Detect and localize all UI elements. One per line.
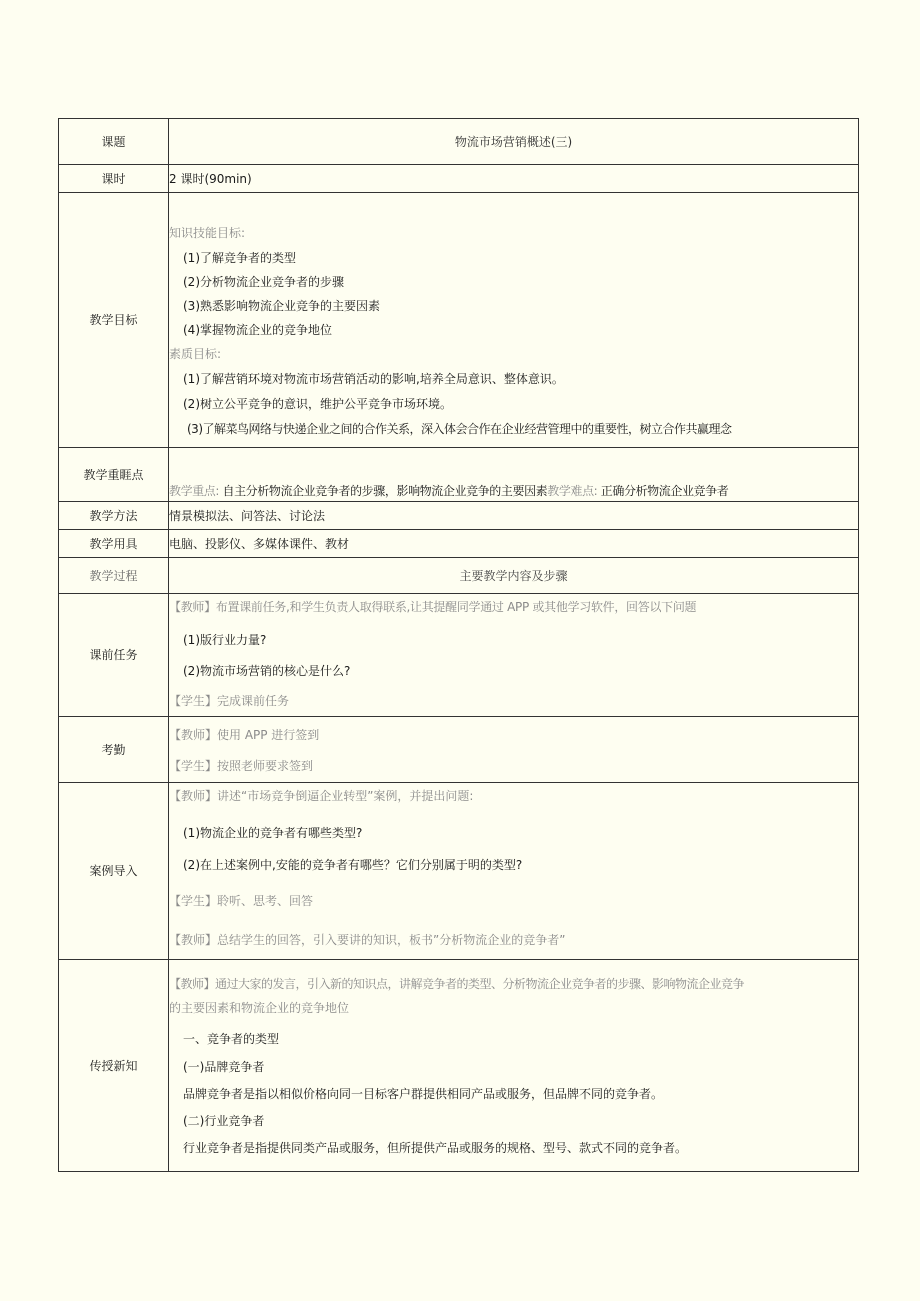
case-intro-content <box>169 783 859 960</box>
subsection-text: 品牌竞争者是指以相似价格向同一目标客户群提供相同产品或服务，但品牌不同的竞争者。 <box>183 1087 664 1101</box>
quality-item: (2)树立公平竞争的意识，维护公平竞争市场环境。 <box>183 396 452 411</box>
row-topic <box>59 119 859 165</box>
label-attendance: 考勤 <box>59 717 169 783</box>
row-hours <box>59 165 859 193</box>
case-teacher: 【教师】讲述“市场竞争倒逼企业转型”案例，并提出问题: <box>169 789 474 803</box>
attendance-teacher: 【教师】使用 APP 进行签到 <box>169 727 320 742</box>
label-pre-class: 课前任务 <box>59 594 169 717</box>
label-tools: 教学用具 <box>59 530 169 558</box>
tools-value: 电脑、投影仪、多媒体课件、教材 <box>169 530 859 558</box>
case-student: 【学生】聆听、思考、回答 <box>169 894 314 908</box>
attendance-student: 【学生】按照老师要求签到 <box>169 758 314 773</box>
knowledge-heading: 知识技能目标: <box>169 225 246 240</box>
quality-heading: 素质目标: <box>169 346 222 361</box>
difficulty-text: 正确分析物流企业竞争者 <box>600 484 729 498</box>
focus-label: 教学重点: <box>169 484 220 498</box>
pre-class-question: (2)物流市场营销的核心是什么? <box>183 664 351 678</box>
subsection-text: 行业竞争者是指提供同类产品或服务，但所提供产品或服务的规格、型号、款式不同的竞争者。 <box>183 1141 688 1155</box>
label-methods: 教学方法 <box>59 502 169 530</box>
knowledge-item: (3)熟悉影响物流企业竞争的主要因素 <box>183 298 380 313</box>
pre-class-question: (1)版行业力量? <box>183 633 267 647</box>
subsection-heading: (一)品牌竞争者 <box>183 1060 265 1074</box>
label-hours: 课时 <box>59 165 169 193</box>
row-methods <box>59 502 859 530</box>
row-objectives <box>59 193 859 448</box>
knowledge-item: (2)分析物流企业竞争者的步骤 <box>183 274 344 289</box>
new-knowledge-content <box>169 960 859 1172</box>
case-question: (1)物流企业的竞争者有哪些类型? <box>183 826 363 840</box>
case-question: (2)在上述案例中,安能的竞争者有哪些？它们分别属于明的类型? <box>183 858 523 872</box>
case-teacher-summary: 【教师】总结学生的回答，引入要讲的知识，板书”分析物流企业的竞争者” <box>169 933 566 947</box>
knowledge-item: (4)掌握物流企业的竞争地位 <box>183 322 332 337</box>
label-new-knowledge: 传授新知 <box>59 960 169 1172</box>
new-teacher-line: 【教师】通过大家的发言，引入新的知识点，讲解竞争者的类型、分析物流企业竞争者的步骤、影响物流企业竞争 <box>169 977 745 991</box>
lesson-title: 物流市场营销概述(三) <box>169 119 859 165</box>
section-heading: 一、竞争者的类型 <box>183 1032 280 1046</box>
attendance-content <box>169 717 859 783</box>
row-attendance <box>59 717 859 783</box>
lesson-plan-table <box>58 118 859 1172</box>
pre-class-student: 【学生】完成课前任务 <box>169 694 290 708</box>
row-case-intro <box>59 783 859 960</box>
label-key-points: 教学重睚点 <box>59 448 169 502</box>
row-pre-class <box>59 594 859 717</box>
focus-text: 自主分析物流企业竞争者的步骤，影响物流企业竞争的主要因素 <box>222 484 548 498</box>
knowledge-item: (1)了解竞争者的类型 <box>183 250 296 265</box>
subsection-heading: (二)行业竞争者 <box>183 1114 265 1128</box>
new-teacher-line: 的主要因素和物流企业的竞争地位 <box>169 1001 350 1015</box>
objectives-content <box>169 193 859 448</box>
row-key-points <box>59 448 859 502</box>
key-points-content <box>169 448 859 502</box>
label-objectives: 教学目标 <box>59 193 169 448</box>
hours-value: 2 课时(90min) <box>169 165 859 193</box>
key-points-line <box>169 483 858 499</box>
methods-value: 情景模拟法、问答法、讨论法 <box>169 502 859 530</box>
process-heading: 主要教学内容及步骤 <box>169 558 859 594</box>
pre-class-content <box>169 594 859 717</box>
difficulty-label: 教学难点: <box>547 484 598 498</box>
quality-item: (1)了解营销环境对物流市场营销活动的影响,培养全局意识、整体意识。 <box>183 371 564 386</box>
row-process-header <box>59 558 859 594</box>
quality-item: (3)了解菜鸟网络与快递企业之间的合作关系，深入体会合作在企业经营管理中的重要性，树立合作共赢理念 <box>187 421 732 436</box>
label-case-intro: 案例导入 <box>59 783 169 960</box>
label-process: 教学过程 <box>59 558 169 594</box>
row-new-knowledge <box>59 960 859 1172</box>
label-topic: 课题 <box>59 119 169 165</box>
row-tools <box>59 530 859 558</box>
pre-class-teacher: 【教师】布置课前任务,和学生负责人取得联系,让其提醒同学通过 APP 或其他学习软件，回答以下问题 <box>169 600 697 614</box>
